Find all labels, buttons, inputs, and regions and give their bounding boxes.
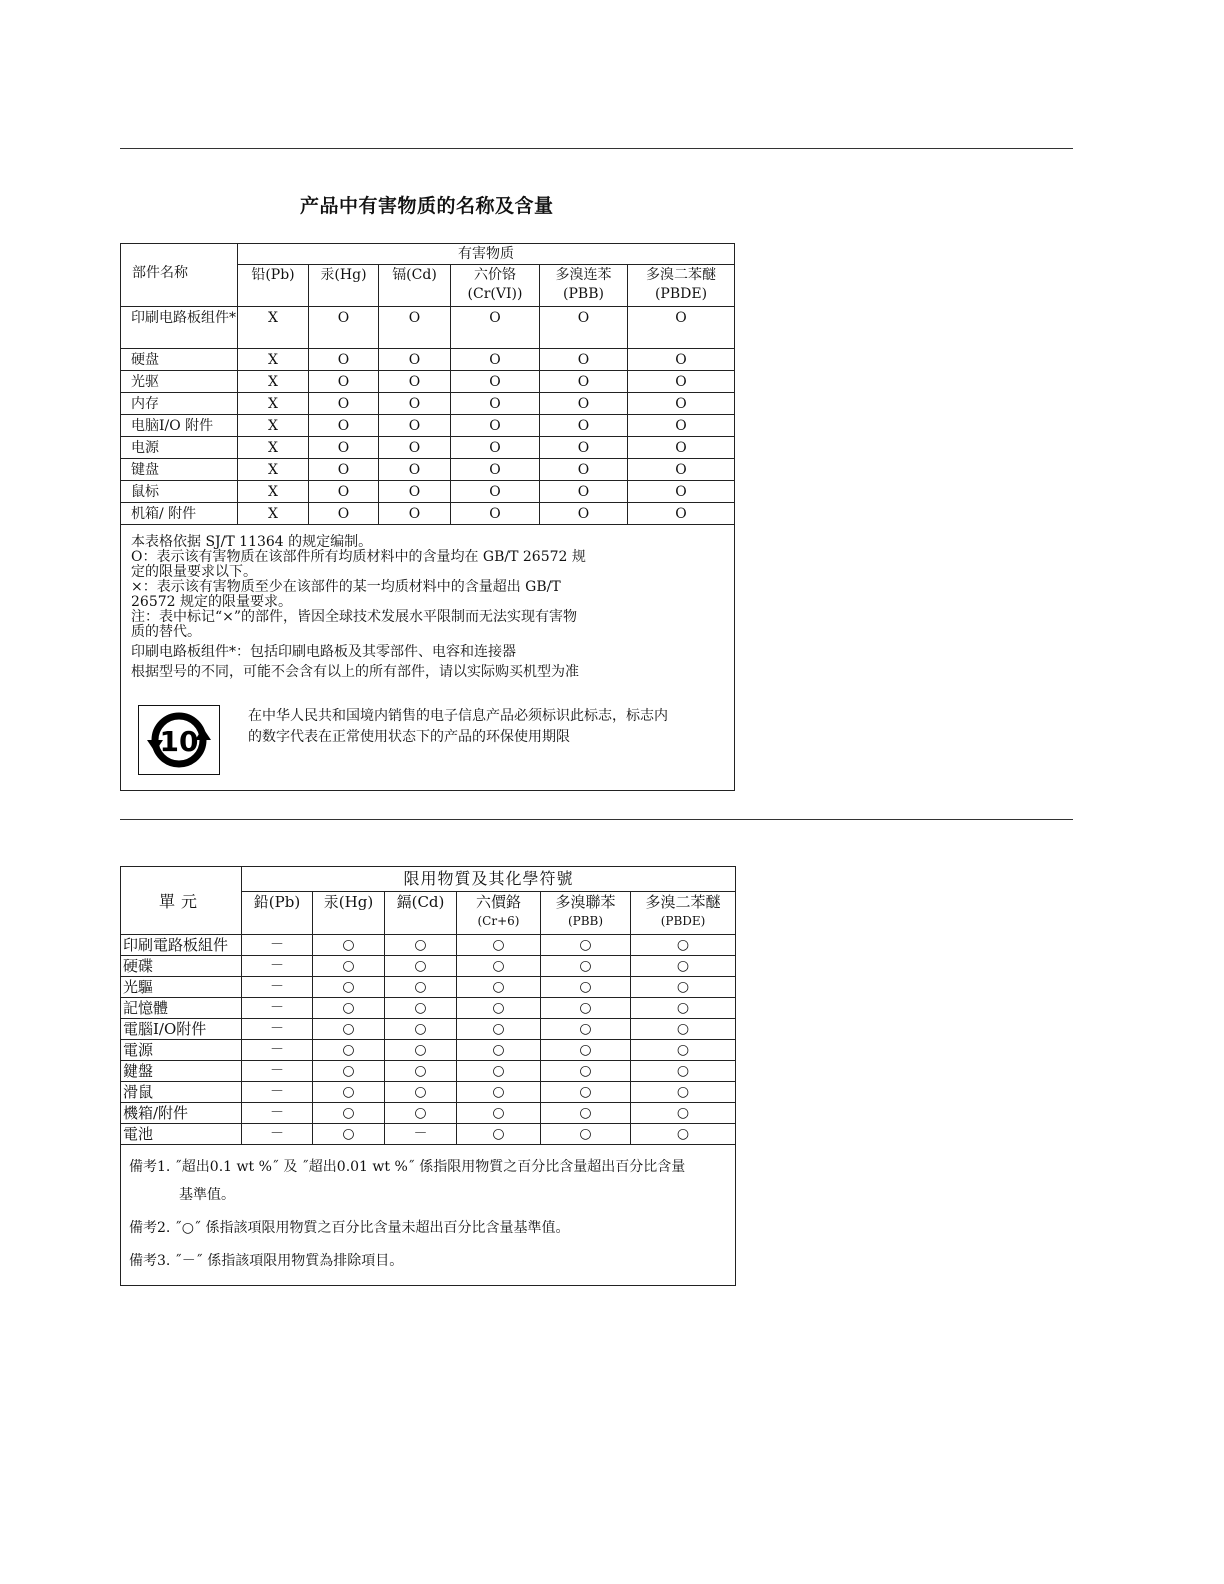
- component-label: 電池: [121, 1124, 242, 1145]
- substance-value: ○: [385, 1082, 457, 1103]
- logo-text-line: 在中华人民共和国境内销售的电子信息产品必须标识此标志，标志内: [248, 708, 668, 724]
- note-line: 注：表中标记“×”的部件，皆因全球技术发展水平限制而无法实现有害物: [131, 609, 578, 625]
- substance-column-header: [631, 892, 736, 935]
- substance-value: O: [309, 481, 379, 503]
- substance-value: X: [238, 415, 309, 437]
- table-row: [121, 307, 735, 349]
- substance-value: －: [242, 935, 313, 956]
- component-label: 印刷電路板組件: [121, 935, 242, 956]
- remarks-cell: [121, 1145, 736, 1286]
- substance-value: ○: [541, 956, 631, 977]
- component-label: 機箱/附件: [121, 1103, 242, 1124]
- substance-column-header: [451, 265, 540, 307]
- component-label: 键盘: [121, 459, 238, 481]
- substance-value: O: [379, 393, 451, 415]
- substance-column-header: [309, 265, 379, 307]
- note-line: 根据型号的不同，可能不会含有以上的所有部件，请以实际购买机型为准: [131, 664, 579, 680]
- substance-value: O: [628, 415, 735, 437]
- substance-value: O: [451, 415, 540, 437]
- substance-value: ○: [313, 1040, 385, 1061]
- column-symbol: (Cr+6): [477, 914, 520, 928]
- substance-value: O: [379, 481, 451, 503]
- substance-column-header: [385, 892, 457, 935]
- substance-value: O: [540, 349, 628, 371]
- column-name: 多溴连苯: [555, 267, 612, 283]
- component-label: 硬碟: [121, 956, 242, 977]
- substance-value: X: [238, 393, 309, 415]
- logo-description: [248, 706, 728, 748]
- substance-value: ○: [457, 1082, 541, 1103]
- component-label: 電腦I/O附件: [121, 1019, 242, 1040]
- restricted-substances-table-tw: [120, 866, 736, 1286]
- substance-value: O: [379, 307, 451, 349]
- table-row: [121, 956, 736, 977]
- substance-value: ○: [457, 956, 541, 977]
- substance-value: O: [309, 371, 379, 393]
- restricted-substances-header: 限用物質及其化學符號: [242, 867, 736, 892]
- remark-2: 備考2. ˝○˝ 係指該項限用物質之百分比含量未超出百分比含量基準值。: [129, 1220, 570, 1236]
- substance-value: ○: [631, 1103, 736, 1124]
- component-label: 記憶體: [121, 998, 242, 1019]
- substance-value: －: [385, 1124, 457, 1145]
- substance-value: X: [238, 349, 309, 371]
- component-label: 光驱: [121, 371, 238, 393]
- logo-number: 10: [159, 725, 199, 758]
- substance-value: O: [309, 503, 379, 525]
- substance-value: －: [242, 977, 313, 998]
- substance-value: ○: [631, 956, 736, 977]
- table-row: [121, 371, 735, 393]
- substance-value: O: [540, 415, 628, 437]
- component-label: 电源: [121, 437, 238, 459]
- substance-value: O: [451, 307, 540, 349]
- substance-value: ○: [541, 1124, 631, 1145]
- notes-block: [131, 535, 724, 640]
- substance-value: ○: [631, 1019, 736, 1040]
- note-line: 本表格依据 SJ/T 11364 的规定编制。: [131, 534, 373, 550]
- substance-value: ○: [385, 1061, 457, 1082]
- note-line: O：表示该有害物质在该部件所有均质材料中的含量均在 GB/T 26572 规: [131, 549, 586, 565]
- column-name: 多溴二苯醚: [646, 267, 716, 283]
- substance-value: X: [238, 459, 309, 481]
- substance-value: X: [238, 437, 309, 459]
- substance-value: O: [540, 503, 628, 525]
- substance-value: O: [379, 459, 451, 481]
- substance-value: ○: [457, 1040, 541, 1061]
- table-row: [121, 437, 735, 459]
- substance-value: －: [242, 1019, 313, 1040]
- column-symbol: (PBB): [563, 286, 604, 302]
- substance-value: ○: [631, 1040, 736, 1061]
- substance-value: O: [451, 437, 540, 459]
- substance-value: O: [540, 459, 628, 481]
- hazardous-substances-table-cn: [120, 243, 735, 791]
- substance-value: ○: [313, 935, 385, 956]
- column-name: 六价铬: [474, 267, 516, 283]
- substance-value: O: [451, 393, 540, 415]
- substance-value: X: [238, 503, 309, 525]
- logo-text-line: 的数字代表在正常使用状态下的产品的环保使用期限: [248, 729, 570, 745]
- substance-column-header: [457, 892, 541, 935]
- component-label: 滑鼠: [121, 1082, 242, 1103]
- column-symbol: (PBDE): [654, 286, 708, 302]
- substance-column-header: [313, 892, 385, 935]
- remark-1: 備考1. ˝超出0.1 wt %˝ 及 ˝超出0.01 wt %˝ 係指限用物質之百分比含量超出百分比含量: [129, 1159, 686, 1175]
- substance-value: O: [540, 481, 628, 503]
- substance-value: O: [451, 371, 540, 393]
- substance-value: ○: [313, 998, 385, 1019]
- substance-value: ○: [541, 1040, 631, 1061]
- substance-value: O: [309, 437, 379, 459]
- substance-value: ○: [541, 977, 631, 998]
- notes-cell: [121, 525, 735, 791]
- substance-value: ○: [313, 1019, 385, 1040]
- substance-value: O: [379, 371, 451, 393]
- component-label: 鍵盤: [121, 1061, 242, 1082]
- substance-value: O: [628, 481, 735, 503]
- substance-column-header: [242, 892, 313, 935]
- substance-value: ○: [457, 998, 541, 1019]
- table-row: [121, 481, 735, 503]
- substance-value: ○: [541, 1019, 631, 1040]
- column-symbol: (Cr(VI)): [467, 286, 523, 302]
- substance-value: ○: [541, 1103, 631, 1124]
- table-row: [121, 998, 736, 1019]
- hazardous-substances-header: 有害物质: [238, 244, 735, 265]
- component-label: 電源: [121, 1040, 242, 1061]
- component-label: 内存: [121, 393, 238, 415]
- substance-value: O: [309, 393, 379, 415]
- substance-value: O: [309, 307, 379, 349]
- substance-value: －: [242, 998, 313, 1019]
- substance-value: O: [379, 437, 451, 459]
- substance-value: ○: [313, 1082, 385, 1103]
- substance-value: ○: [385, 998, 457, 1019]
- substance-value: O: [309, 349, 379, 371]
- substance-value: ○: [313, 956, 385, 977]
- table-row: [121, 503, 735, 525]
- substance-value: ○: [457, 935, 541, 956]
- component-label: 硬盘: [121, 349, 238, 371]
- table-row: [121, 459, 735, 481]
- substance-value: O: [628, 459, 735, 481]
- component-label: 印刷电路板组件*: [121, 307, 238, 349]
- substance-value: O: [540, 307, 628, 349]
- middle-divider: [120, 819, 1073, 820]
- substance-value: ○: [631, 1061, 736, 1082]
- substance-value: O: [628, 349, 735, 371]
- substance-value: ○: [457, 977, 541, 998]
- substance-value: －: [242, 1103, 313, 1124]
- remark-1-continued: 基準值。: [179, 1187, 235, 1203]
- table-row: [121, 1103, 736, 1124]
- column-name: 鉛(Pb): [253, 893, 301, 911]
- table-row: [121, 1082, 736, 1103]
- substance-value: ○: [313, 1103, 385, 1124]
- substance-value: O: [628, 437, 735, 459]
- substance-value: ○: [457, 1124, 541, 1145]
- substance-value: O: [379, 503, 451, 525]
- substance-value: ○: [385, 1019, 457, 1040]
- remark-3: 備考3. ˝－˝ 係指該項限用物質為排除項目。: [129, 1253, 404, 1269]
- component-label: 鼠标: [121, 481, 238, 503]
- substance-column-header: [628, 265, 735, 307]
- substance-value: ○: [631, 935, 736, 956]
- substance-value: ○: [541, 1061, 631, 1082]
- substance-value: O: [540, 437, 628, 459]
- substance-value: O: [628, 393, 735, 415]
- notes-plain-block: [131, 642, 724, 682]
- substance-value: O: [451, 503, 540, 525]
- column-name: 六價鉻: [475, 893, 521, 911]
- substance-value: O: [540, 393, 628, 415]
- column-name: 多溴二苯醚: [645, 893, 721, 911]
- substance-value: ○: [457, 1019, 541, 1040]
- substance-value: ○: [631, 1124, 736, 1145]
- substance-column-header: [379, 265, 451, 307]
- column-name: 汞(Hg): [323, 893, 374, 911]
- substance-value: X: [238, 481, 309, 503]
- substance-value: ○: [541, 998, 631, 1019]
- table-row: [121, 1040, 736, 1061]
- substance-value: O: [628, 371, 735, 393]
- table-row: [121, 1124, 736, 1145]
- substance-value: O: [628, 503, 735, 525]
- substance-column-header: [238, 265, 309, 307]
- top-divider: [120, 148, 1073, 149]
- substance-value: O: [451, 481, 540, 503]
- substance-value: O: [309, 415, 379, 437]
- substance-column-header: [540, 265, 628, 307]
- substance-value: O: [379, 415, 451, 437]
- table-row: [121, 415, 735, 437]
- substance-column-header: [541, 892, 631, 935]
- substance-value: ○: [631, 998, 736, 1019]
- unit-header: 單元: [121, 867, 242, 935]
- substance-value: ○: [457, 1061, 541, 1082]
- substance-value: O: [628, 307, 735, 349]
- component-label: 机箱/ 附件: [121, 503, 238, 525]
- component-name-header: 部件名称: [121, 244, 238, 307]
- table-row: [121, 349, 735, 371]
- substance-value: ○: [541, 1082, 631, 1103]
- table-row: [121, 1019, 736, 1040]
- table-row: [121, 935, 736, 956]
- table-row: [121, 1061, 736, 1082]
- column-symbol: (PBDE): [660, 914, 706, 928]
- note-line: 定的限量要求以下。: [131, 564, 257, 580]
- substance-value: ○: [631, 1082, 736, 1103]
- table-row: [121, 393, 735, 415]
- substance-value: －: [242, 1082, 313, 1103]
- substance-value: O: [379, 349, 451, 371]
- substance-value: ○: [385, 1103, 457, 1124]
- note-line: 26572 规定的限量要求。: [131, 594, 292, 610]
- table-row: [121, 977, 736, 998]
- substance-value: X: [238, 307, 309, 349]
- column-symbol: (PBB): [567, 914, 604, 928]
- note-line: 印刷电路板组件*：包括印刷电路板及其零部件、电容和连接器: [131, 644, 516, 660]
- column-name: 多溴聯苯: [555, 893, 616, 911]
- component-label: 电脑I/O 附件: [121, 415, 238, 437]
- substance-value: －: [242, 1040, 313, 1061]
- substance-value: ○: [457, 1103, 541, 1124]
- note-line: ×：表示该有害物质至少在该部件的某一均质材料中的含量超出 GB/T: [131, 579, 561, 595]
- column-name: 镉(Cd): [392, 267, 437, 283]
- column-name: 铅(Pb): [251, 267, 295, 283]
- substance-value: ○: [385, 956, 457, 977]
- substance-value: －: [242, 1124, 313, 1145]
- substance-value: ○: [631, 977, 736, 998]
- substance-value: －: [242, 1061, 313, 1082]
- substance-value: ○: [313, 1124, 385, 1145]
- substance-value: ○: [385, 935, 457, 956]
- substance-value: ○: [385, 977, 457, 998]
- component-label: 光驅: [121, 977, 242, 998]
- substance-value: ○: [541, 935, 631, 956]
- substance-value: ○: [313, 1061, 385, 1082]
- substance-value: －: [242, 956, 313, 977]
- efup-10-logo: [138, 705, 220, 775]
- note-line: 质的替代。: [131, 624, 201, 640]
- column-name: 鎘(Cd): [396, 893, 445, 911]
- substance-value: ○: [385, 1040, 457, 1061]
- column-name: 汞(Hg): [320, 267, 367, 283]
- substance-value: O: [540, 371, 628, 393]
- section1-title: 产品中有害物质的名称及含量: [300, 195, 554, 217]
- substance-value: X: [238, 371, 309, 393]
- substance-value: O: [309, 459, 379, 481]
- substance-value: ○: [313, 977, 385, 998]
- substance-value: O: [451, 349, 540, 371]
- substance-value: O: [451, 459, 540, 481]
